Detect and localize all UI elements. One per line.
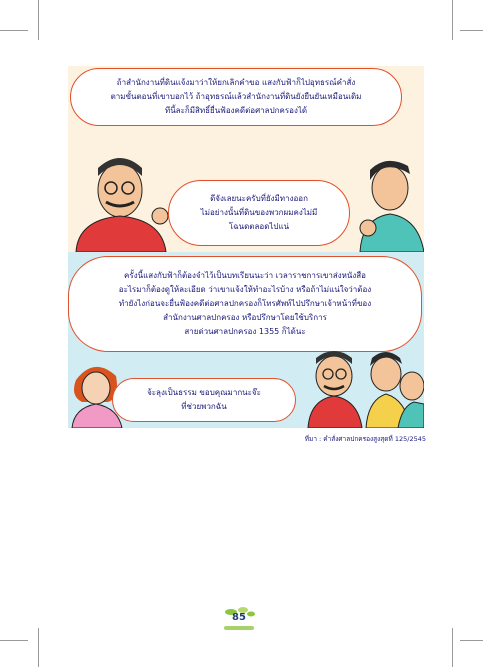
bubble-line: ไม่อย่างนั้นที่ดินของพวกผมคงไม่มี <box>200 208 318 217</box>
comic-panel-bottom <box>68 252 424 428</box>
speech-bubble-uncle-1 <box>70 68 402 126</box>
bubble-line: ทีนี้ละก็มีสิทธิ์ยื่นฟ้องคดีต่อศาลปกครองได้ <box>164 106 308 115</box>
crop-mark <box>0 640 28 641</box>
bubble-line: ที่ช่วยพวกฉัน <box>181 402 227 411</box>
man-glasses-illustration <box>68 154 178 252</box>
speech-bubble-uncle-2 <box>68 256 422 352</box>
bubble-line: สายด่วนศาลปกครอง 1355 ก็ได้นะ <box>184 327 306 336</box>
bubble-line: ทำยังไงก่อนจะยื่นฟ้องคดีต่อศาลปกครองก็โทรศัพท์ไปปรึกษาเจ้าหน้าที่ของ <box>118 299 372 308</box>
bubble-line: อะไรมาก็ต้องดูให้ละเอียด ว่าเขาแจ้งให้ทำอะไรบ้าง หรือถ้าไม่แน่ใจว่าต้อง <box>118 285 372 294</box>
crop-mark <box>38 628 39 667</box>
crop-mark <box>38 0 39 40</box>
source-note: ที่มา : คำสั่งศาลปกครองสูงสุดที่ 125/2545 <box>304 435 426 443</box>
young-man-illustration <box>354 158 424 252</box>
crop-mark <box>452 0 453 40</box>
bubble-line: ครั้งนี้แสงกับฟ้าก็ต้องจำไว้เป็นบทเรียนนะว่า เวลาราชการเขาส่งหนังสือ <box>124 271 366 280</box>
uncle-and-boys-illustration <box>288 348 424 428</box>
bubble-line: ดีจังเลยนะครับที่ยังมีทางออก <box>210 194 308 203</box>
bubble-line: สำนักงานศาลปกครอง หรือปรึกษาโดยใช้บริการ <box>163 313 327 322</box>
bubble-line: โฉนดตลอดไปแน่ <box>228 222 290 231</box>
bubble-line: ถ้าสำนักงานที่ดินแจ้งมาว่าให้ยกเลิกคำขอ แสงกับฟ้าก็ไปอุทธรณ์คำสั่ง <box>116 78 356 87</box>
page-number: 85 <box>232 612 246 623</box>
crop-mark <box>460 30 483 31</box>
speech-bubble-young-man <box>168 180 350 246</box>
crop-mark <box>460 640 483 641</box>
crop-mark <box>0 30 28 31</box>
comic-panel-top <box>68 66 424 252</box>
bubble-line: จ้ะลุงเป็นธรรม ขอบคุณมากนะจ๊ะ <box>147 388 261 397</box>
bubble-line: ตามขั้นตอนที่เขาบอกไว้ ถ้าอุทธรณ์แล้วสำนักงานที่ดินยังยืนยันเหมือนเดิม <box>110 92 362 101</box>
speech-bubble-girl <box>112 378 296 422</box>
crop-mark <box>452 628 453 667</box>
